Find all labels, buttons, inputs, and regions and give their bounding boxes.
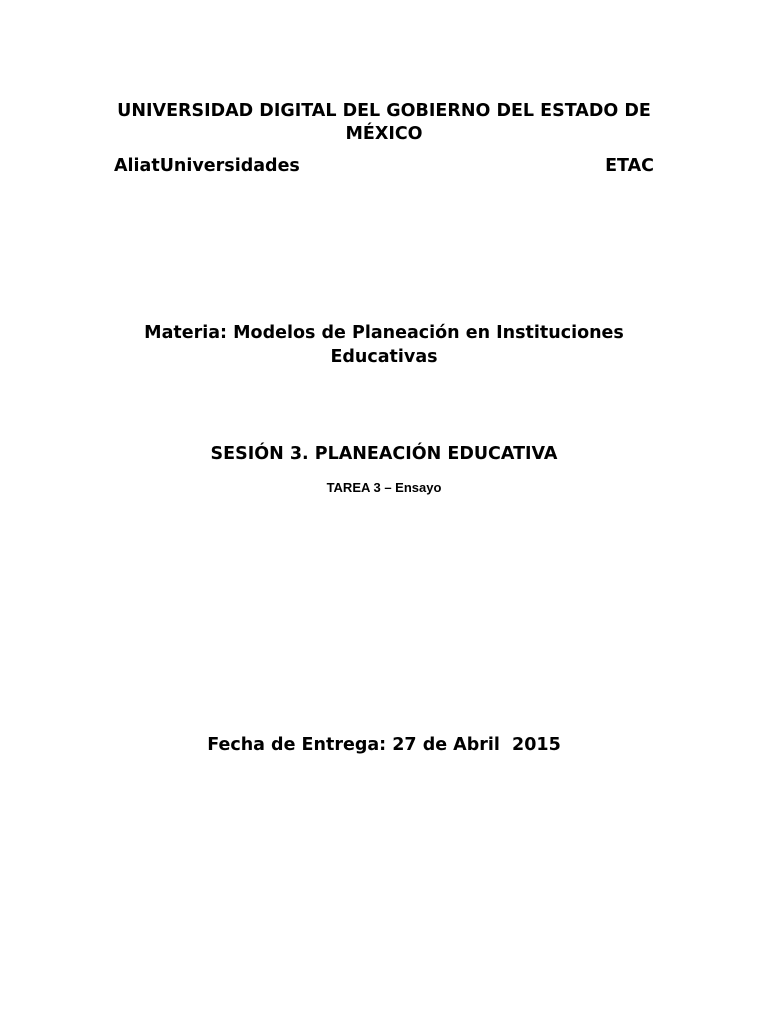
institution-left: AliatUniversidades: [114, 156, 300, 176]
session-title: SESIÓN 3. PLANEACIÓN EDUCATIVA: [210, 444, 558, 464]
institution-right: ETAC: [605, 156, 654, 176]
subject-title: Materia: Modelos de Planeación en Instituciones Educativas: [144, 323, 624, 367]
assignment-title: TAREA 3 – Ensayo: [326, 480, 442, 495]
institutions-row: [114, 155, 654, 178]
due-date: Fecha de Entrega: 27 de Abril 2015: [207, 735, 561, 755]
university-title: UNIVERSIDAD DIGITAL DEL GOBIERNO DEL ESTADO DE MÉXICO: [117, 101, 651, 144]
